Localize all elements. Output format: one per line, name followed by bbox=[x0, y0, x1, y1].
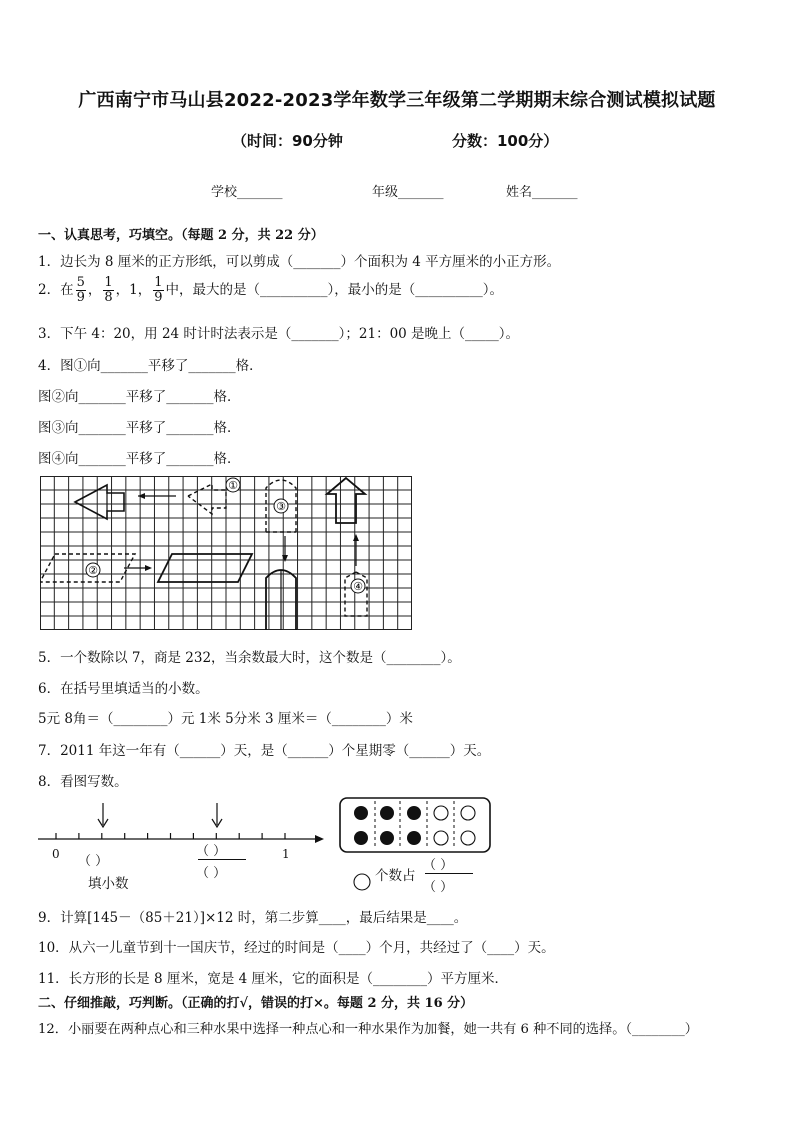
number-line-zero: 0 bbox=[52, 847, 60, 861]
shape-4-solid bbox=[327, 478, 365, 523]
fraction-1-9: $\frac{1}{9}$ bbox=[154, 275, 163, 305]
question-10: 10．从六一儿童节到十一国庆节，经过的时间是（____）个月，共经过了（____）天。 bbox=[38, 940, 555, 956]
label-circle-2: ② bbox=[88, 564, 98, 577]
question-3: 3．下午 4：20，用 24 时计时法表示是（_______）；21：00 是晚上（_____）。 bbox=[38, 326, 520, 342]
question-2: 2．在 $\frac{5}{9}$ ， $\frac{1}{8}$ ，1， $\frac{1}{9}$ 中，最大的是（__________），最小的是（__________）。 bbox=[38, 275, 504, 305]
score-label: 分数：100分） bbox=[452, 132, 559, 150]
question-4-line-4: 图④向_______平移了_______格． bbox=[38, 451, 241, 467]
translation-grid-figure bbox=[40, 476, 412, 630]
question-1: 1．边长为 8 厘米的正方形纸，可以剪成（_______）个面积为 4 平方厘米的小正方形。 bbox=[38, 254, 561, 270]
q2-prefix: 2．在 bbox=[38, 282, 74, 298]
question-12: 12．小丽要在两种点心和三种水果中选择一种点心和一种水果作为加餐，她一共有 6 种不同的选择。（________） bbox=[38, 1022, 698, 1037]
question-4-line-2: 图②向_______平移了_______格． bbox=[38, 389, 241, 405]
school-field: 学校_______ bbox=[211, 185, 283, 200]
question-9: 9．计算[145－（85＋21）]×12 时，第二步算____，最后结果是____。 bbox=[38, 910, 468, 926]
question-4-line-3: 图③向_______平移了_______格． bbox=[38, 420, 241, 436]
section-2-heading: 二、仔细推敲，巧判断。（正确的打√，错误的打×。每题 2 分，共 16 分） bbox=[38, 996, 474, 1011]
shape-1-dashed bbox=[188, 484, 226, 514]
label-circle-3: ③ bbox=[276, 500, 286, 513]
answer-circle bbox=[352, 872, 372, 892]
filled-dots bbox=[354, 806, 421, 845]
label-circle-1: ① bbox=[228, 479, 238, 492]
section-1-heading: 一、认真思考，巧填空。（每题 2 分，共 22 分） bbox=[38, 228, 324, 243]
number-line-one: 1 bbox=[282, 847, 290, 861]
time-label: （时间：90分钟 bbox=[232, 132, 343, 150]
question-5: 5．一个数除以 7，商是 232，当余数最大时，这个数是（________）。 bbox=[38, 650, 461, 666]
shape-4-dashed bbox=[345, 572, 367, 616]
question-7: 7．2011 年这一年有（______）天，是（______）个星期零（______）天。 bbox=[38, 743, 491, 759]
page-title: 广西南宁市马山县2022-2023学年数学三年级第二学期期末综合测试模拟试题 bbox=[78, 90, 716, 111]
question-11: 11．长方形的长是 8 厘米，宽是 4 厘米，它的面积是（________）平方厘米． bbox=[38, 971, 509, 987]
fraction-1-8: $\frac{1}{8}$ bbox=[104, 275, 113, 305]
fraction-5-9: $\frac{5}{9}$ bbox=[76, 275, 85, 305]
ratio-blank-bottom: （ ） bbox=[423, 880, 454, 895]
question-6: 6．在括号里填适当的小数。 bbox=[38, 681, 209, 697]
fraction-bar-right bbox=[425, 873, 473, 874]
fraction-blank-bottom: （ ） bbox=[196, 866, 227, 881]
ratio-blank-top: （ ） bbox=[423, 858, 454, 873]
question-6-answer-line: 5元 8角＝（________）元 1米 5分米 3 厘米＝（________）米 bbox=[38, 711, 413, 727]
fraction-bar-left bbox=[198, 859, 246, 860]
question-4-line-1: 4．图①向_______平移了_______格． bbox=[38, 358, 263, 374]
shape-2-solid bbox=[158, 554, 252, 582]
fill-decimal-label: 填小数 bbox=[88, 876, 129, 892]
q2-suffix: 中，最大的是（__________），最小的是（__________）。 bbox=[165, 282, 504, 298]
fraction-blank-top: （ ） bbox=[196, 844, 227, 859]
count-ratio-label: 个数占 bbox=[375, 868, 416, 884]
grade-field: 年级_______ bbox=[372, 185, 444, 200]
label-circle-4: ④ bbox=[353, 580, 363, 593]
decimal-blank: （ ） bbox=[78, 854, 109, 869]
name-field: 姓名_______ bbox=[506, 185, 578, 200]
question-8: 8．看图写数。 bbox=[38, 774, 128, 790]
dot-box-figure bbox=[338, 796, 494, 856]
